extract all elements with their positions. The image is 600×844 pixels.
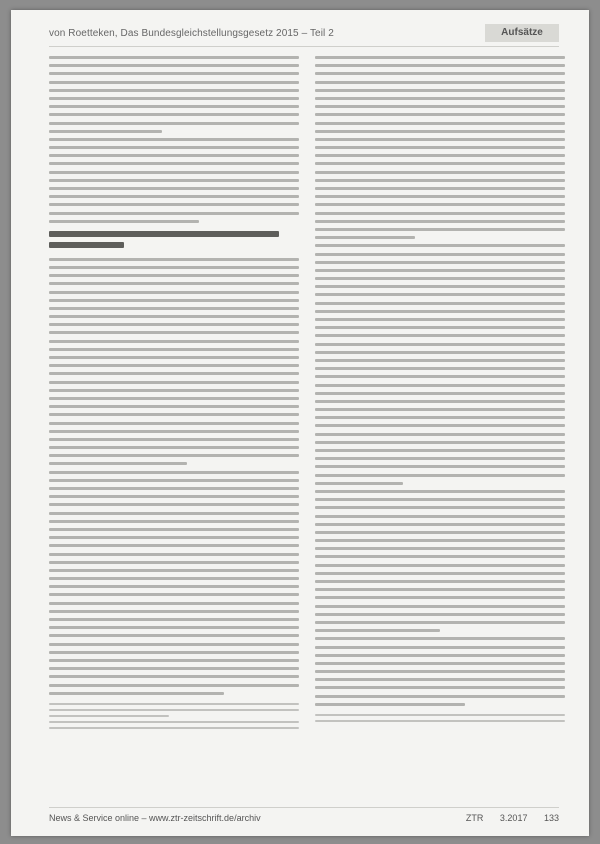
text-line bbox=[315, 498, 565, 501]
text-line bbox=[49, 684, 299, 687]
text-line bbox=[49, 315, 299, 318]
running-header bbox=[49, 28, 559, 46]
paragraph bbox=[49, 471, 299, 695]
text-line bbox=[49, 138, 299, 141]
footnote-line bbox=[49, 721, 299, 723]
text-line bbox=[49, 266, 299, 269]
footnote-line bbox=[49, 709, 299, 711]
text-line bbox=[315, 531, 565, 534]
text-line bbox=[315, 629, 440, 632]
paragraph bbox=[315, 490, 565, 632]
header-rule bbox=[49, 46, 559, 47]
text-line bbox=[315, 449, 565, 452]
footnote-line bbox=[49, 727, 299, 729]
text-line bbox=[315, 261, 565, 264]
text-line bbox=[315, 588, 565, 591]
text-line bbox=[49, 122, 299, 125]
text-line bbox=[49, 585, 299, 588]
text-line bbox=[315, 318, 565, 321]
text-line bbox=[315, 105, 565, 108]
text-line bbox=[49, 553, 299, 556]
text-line bbox=[315, 400, 565, 403]
paragraph bbox=[315, 637, 565, 706]
text-line bbox=[315, 269, 565, 272]
footnote-line bbox=[315, 714, 565, 716]
text-line bbox=[49, 291, 299, 294]
text-line bbox=[315, 539, 565, 542]
text-line bbox=[49, 348, 299, 351]
text-line bbox=[49, 634, 299, 637]
text-line bbox=[315, 433, 565, 436]
footnote-line bbox=[49, 715, 169, 717]
text-line bbox=[315, 482, 403, 485]
paragraph bbox=[49, 258, 299, 466]
text-line bbox=[315, 293, 565, 296]
text-line bbox=[315, 678, 565, 681]
text-line bbox=[49, 438, 299, 441]
text-line bbox=[315, 646, 565, 649]
text-line bbox=[49, 105, 299, 108]
paragraph bbox=[315, 56, 565, 239]
text-line bbox=[315, 154, 565, 157]
text-line bbox=[315, 351, 565, 354]
text-line bbox=[315, 236, 415, 239]
text-line bbox=[49, 495, 299, 498]
text-line bbox=[315, 670, 565, 673]
text-line bbox=[49, 544, 299, 547]
journal-issue: 3.2017 bbox=[499, 813, 528, 823]
text-line bbox=[49, 162, 299, 165]
text-line bbox=[49, 430, 299, 433]
text-line bbox=[49, 146, 299, 149]
text-line bbox=[49, 643, 299, 646]
text-line bbox=[315, 621, 565, 624]
text-line bbox=[49, 81, 299, 84]
text-line bbox=[315, 343, 565, 346]
text-line bbox=[49, 528, 299, 531]
text-line bbox=[315, 384, 565, 387]
text-line bbox=[49, 356, 299, 359]
text-line bbox=[49, 413, 299, 416]
paragraph bbox=[49, 56, 299, 133]
left-column bbox=[49, 56, 299, 733]
section-tag: Aufsätze bbox=[485, 24, 559, 42]
page-number: 133 bbox=[543, 813, 559, 823]
text-line bbox=[49, 512, 299, 515]
text-line bbox=[49, 446, 299, 449]
text-line bbox=[315, 334, 565, 337]
text-line bbox=[315, 244, 565, 247]
text-line bbox=[315, 203, 565, 206]
text-line bbox=[315, 162, 565, 165]
text-line bbox=[315, 56, 565, 59]
text-line bbox=[49, 64, 299, 67]
paragraph bbox=[49, 138, 299, 223]
text-line bbox=[315, 474, 565, 477]
text-line bbox=[315, 490, 565, 493]
text-line bbox=[49, 659, 299, 662]
text-line bbox=[49, 307, 299, 310]
text-line bbox=[315, 572, 565, 575]
text-line bbox=[315, 195, 565, 198]
text-line bbox=[49, 487, 299, 490]
text-line bbox=[315, 580, 565, 583]
right-column bbox=[315, 56, 565, 726]
journal-name: ZTR bbox=[465, 813, 484, 823]
text-line bbox=[315, 408, 565, 411]
text-line bbox=[49, 610, 299, 613]
text-line bbox=[315, 97, 565, 100]
heading-line bbox=[49, 231, 279, 237]
text-line bbox=[315, 220, 565, 223]
text-line bbox=[49, 667, 299, 670]
text-line bbox=[49, 561, 299, 564]
text-line bbox=[315, 277, 565, 280]
text-line bbox=[49, 422, 299, 425]
text-line bbox=[49, 220, 199, 223]
text-line bbox=[49, 692, 224, 695]
text-line bbox=[315, 605, 565, 608]
text-line bbox=[315, 662, 565, 665]
footer-source: News & Service online – www.ztr-zeitschrift.de/archiv bbox=[49, 813, 261, 823]
text-line bbox=[315, 359, 565, 362]
text-line bbox=[315, 310, 565, 313]
text-line bbox=[315, 547, 565, 550]
text-line bbox=[49, 130, 162, 133]
text-line bbox=[49, 72, 299, 75]
running-title: von Roetteken, Das Bundesgleichstellungsgesetz 2015 – Teil 2 bbox=[49, 28, 334, 39]
text-line bbox=[49, 577, 299, 580]
footnotes bbox=[49, 703, 299, 729]
text-line bbox=[315, 187, 565, 190]
text-line bbox=[315, 72, 565, 75]
text-line bbox=[49, 675, 299, 678]
text-line bbox=[315, 326, 565, 329]
text-line bbox=[315, 89, 565, 92]
text-line bbox=[49, 89, 299, 92]
text-line bbox=[315, 555, 565, 558]
text-line bbox=[49, 397, 299, 400]
text-line bbox=[315, 212, 565, 215]
footnote-line bbox=[315, 720, 565, 722]
text-line bbox=[49, 299, 299, 302]
text-line bbox=[315, 424, 565, 427]
footer-citation bbox=[452, 813, 559, 823]
text-line bbox=[315, 441, 565, 444]
text-line bbox=[315, 138, 565, 141]
text-line bbox=[315, 465, 565, 468]
text-line bbox=[49, 479, 299, 482]
text-line bbox=[315, 285, 565, 288]
text-line bbox=[49, 569, 299, 572]
text-line bbox=[315, 392, 565, 395]
text-line bbox=[49, 454, 299, 457]
text-line bbox=[49, 171, 299, 174]
footer-rule bbox=[49, 807, 559, 808]
text-line bbox=[315, 564, 565, 567]
text-line bbox=[315, 416, 565, 419]
text-line bbox=[315, 81, 565, 84]
text-line bbox=[49, 258, 299, 261]
paragraph bbox=[315, 244, 565, 484]
footnotes bbox=[315, 714, 565, 722]
text-line bbox=[315, 686, 565, 689]
document-page bbox=[11, 10, 589, 836]
text-line bbox=[49, 56, 299, 59]
text-line bbox=[315, 367, 565, 370]
text-line bbox=[49, 331, 299, 334]
text-line bbox=[49, 626, 299, 629]
text-line bbox=[315, 515, 565, 518]
text-line bbox=[315, 375, 565, 378]
text-line bbox=[49, 282, 299, 285]
text-line bbox=[315, 253, 565, 256]
text-line bbox=[315, 130, 565, 133]
text-line bbox=[315, 302, 565, 305]
text-line bbox=[315, 122, 565, 125]
text-line bbox=[315, 596, 565, 599]
section-heading bbox=[49, 231, 299, 248]
text-line bbox=[49, 471, 299, 474]
text-line bbox=[315, 457, 565, 460]
text-line bbox=[315, 637, 565, 640]
text-line bbox=[315, 113, 565, 116]
text-line bbox=[49, 97, 299, 100]
text-line bbox=[49, 154, 299, 157]
text-line bbox=[49, 651, 299, 654]
text-line bbox=[315, 523, 565, 526]
text-line bbox=[49, 187, 299, 190]
text-line bbox=[315, 228, 565, 231]
text-line bbox=[49, 340, 299, 343]
text-line bbox=[315, 695, 565, 698]
text-line bbox=[49, 323, 299, 326]
text-line bbox=[315, 703, 465, 706]
text-line bbox=[49, 618, 299, 621]
text-line bbox=[49, 520, 299, 523]
text-line bbox=[49, 462, 187, 465]
text-line bbox=[315, 171, 565, 174]
text-line bbox=[49, 195, 299, 198]
footnote-line bbox=[49, 703, 299, 705]
text-line bbox=[49, 212, 299, 215]
text-line bbox=[49, 274, 299, 277]
text-line bbox=[49, 113, 299, 116]
text-line bbox=[49, 203, 299, 206]
text-line bbox=[49, 503, 299, 506]
text-line bbox=[315, 146, 565, 149]
text-line bbox=[315, 179, 565, 182]
text-line bbox=[49, 593, 299, 596]
text-line bbox=[49, 381, 299, 384]
heading-line bbox=[49, 242, 124, 248]
text-line bbox=[49, 179, 299, 182]
text-line bbox=[49, 372, 299, 375]
text-line bbox=[315, 506, 565, 509]
text-line bbox=[315, 64, 565, 67]
text-line bbox=[49, 364, 299, 367]
text-line bbox=[49, 405, 299, 408]
text-line bbox=[49, 536, 299, 539]
text-line bbox=[49, 602, 299, 605]
text-line bbox=[49, 389, 299, 392]
text-line bbox=[315, 654, 565, 657]
text-line bbox=[315, 613, 565, 616]
